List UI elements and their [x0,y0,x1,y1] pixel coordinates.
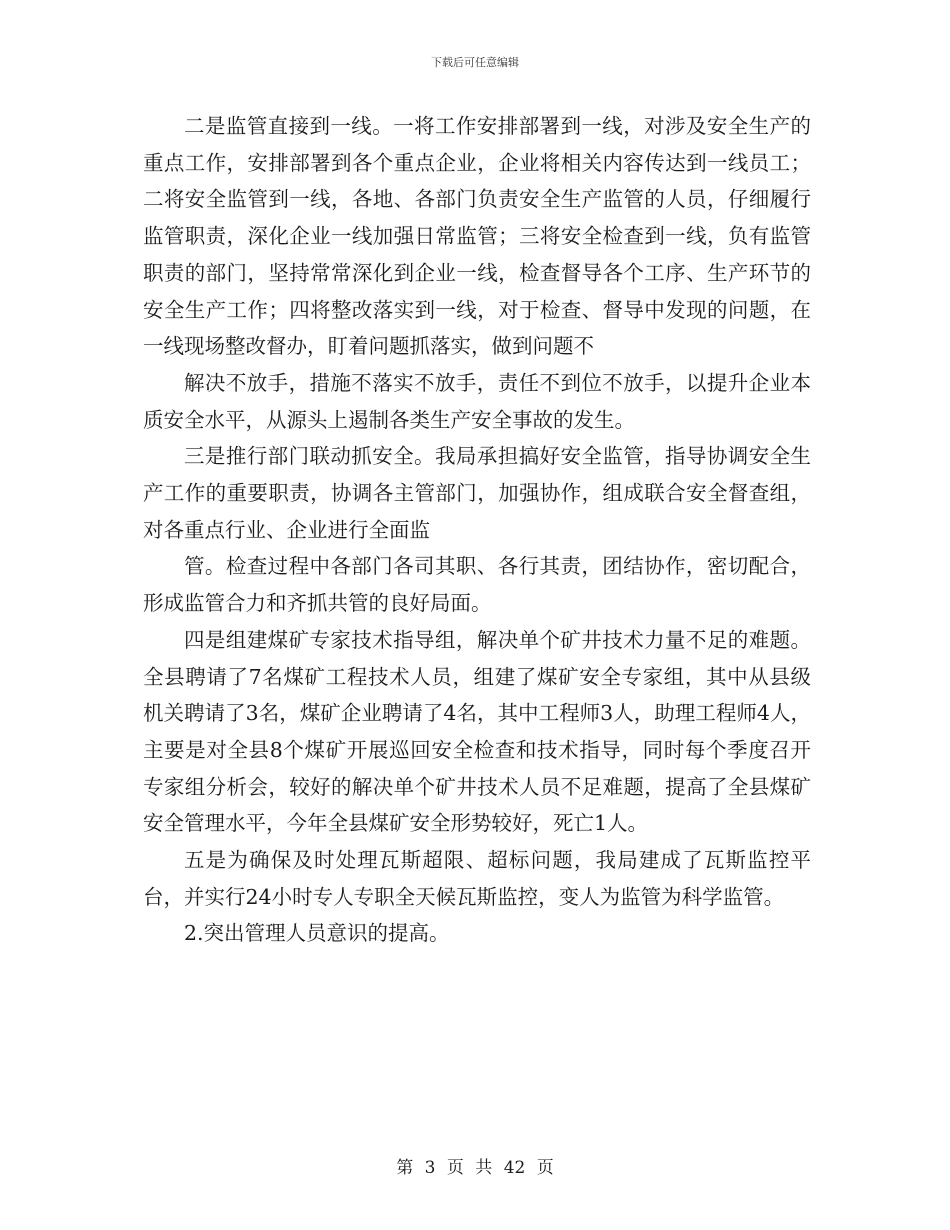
paragraph: 五是为确保及时处理瓦斯超限、超标问题，我局建成了瓦斯监控平台，并实行24小时专人专职全天候瓦斯监控，变人为监管为科学监管。 [143,848,811,909]
paragraph: 四是组建煤矿专家技术指导组，解决单个矿井技术力量不足的难题。全县聘请了7名煤矿工程技术人员，组建了煤矿安全专家组，其中从县级机关聘请了3名，煤矿企业聘请了4名，其中工程师3人，助理工程师4人，主要是对全县8个煤矿开展巡回安全检查和技术指导，同时每个季度召开专家组分析会，较好的解决单个矿井技术人员不足难题，提高了全县煤矿安全管理水平，今年全县煤矿安全形势较好，死亡1人。 [143,627,811,836]
document-body [143,108,811,952]
paragraph: 管。检查过程中各部门各司其职、各行其责，团结协作，密切配合，形成监管合力和齐抓共管的良好局面。 [143,554,811,616]
page-header: 下载后可任意编辑 [431,56,519,69]
paragraph: 二是监管直接到一线。一将工作安排部署到一线，对涉及安全生产的重点工作，安排部署到各个重点企业，企业将相关内容传达到一线员工；二将安全监管到一线，各地、各部门负责安全生产监管的人员，仔细履行监管职责，深化企业一线加强日常监管；三将安全检查到一线，负有监管职责的部门，坚持常常深化到企业一线，检查督导各个工序、生产环节的安全生产工作；四将整改落实到一线，对于检查、督导中发现的问题，在一线现场整改督办，盯着问题抓落实，做到问题不 [143,114,811,359]
paragraph: 三是推行部门联动抓安全。我局承担搞好安全监管，指导协调安全生产工作的重要职责，协调各主管部门，加强协作，组成联合安全督查组，对各重点行业、企业进行全面监 [143,444,811,542]
page-footer: 第 3 页 共 42 页 [396,1158,554,1178]
paragraph: 2.突出管理人员意识的提高。 [184,921,450,946]
paragraph: 解决不放手，措施不落实不放手，责任不到位不放手，以提升企业本质安全水平，从源头上遏制各类生产安全事故的发生。 [143,370,811,432]
